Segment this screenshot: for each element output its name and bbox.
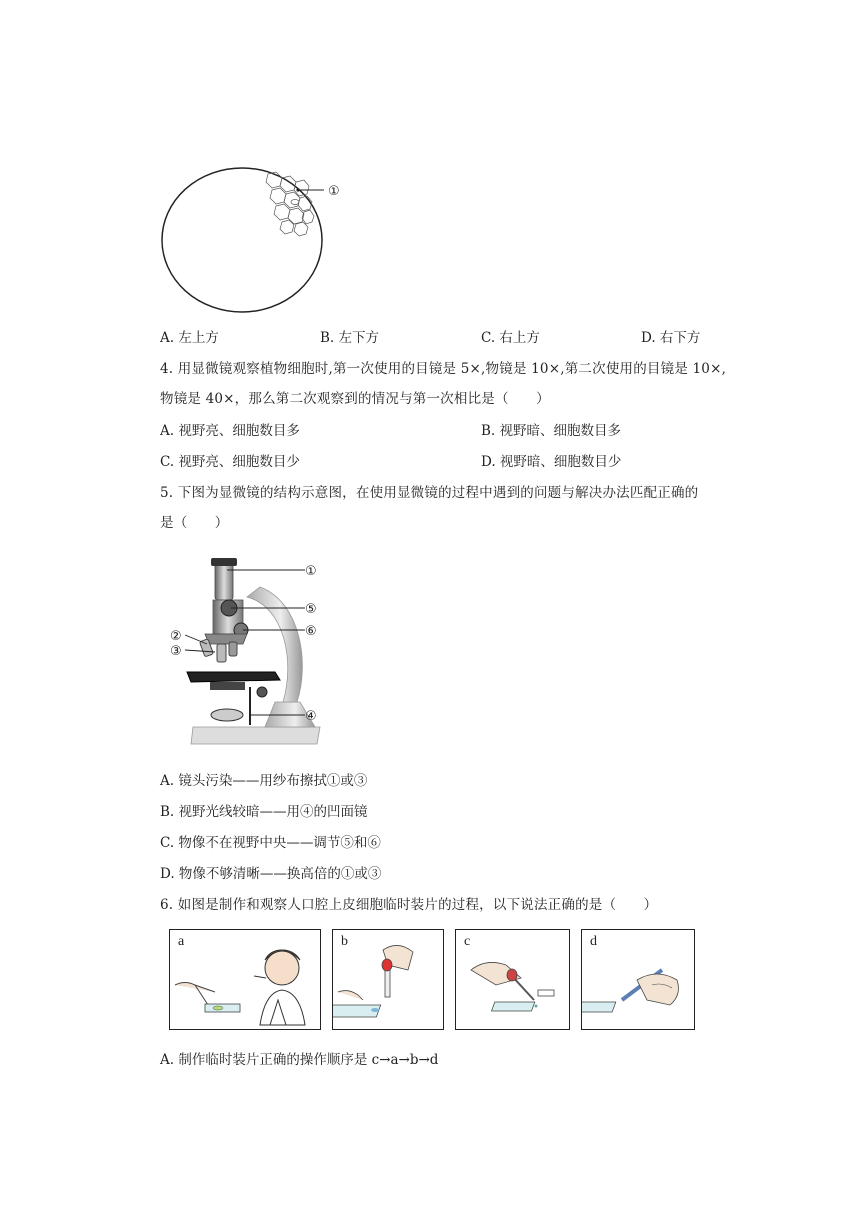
q6-stem-line1: 6. 如图是制作和观察人口腔上皮细胞临时装片的过程，以下说法正确的是（ ） — [160, 897, 658, 913]
panel-d-illustration — [582, 930, 694, 1029]
panel-b-label: b — [341, 934, 348, 949]
panel-c-label: c — [464, 934, 471, 949]
panel-b — [332, 929, 444, 1030]
q4-option-a: A. 视野亮、细胞数目多 — [160, 423, 300, 439]
q3-option-a: A. 左上方 — [160, 330, 219, 346]
q3-option-d: D. 右下方 — [641, 330, 701, 346]
q5-stem-line2: 是（ ） — [160, 515, 229, 531]
panel-d-label: d — [590, 934, 597, 949]
field-of-view-figure — [150, 160, 360, 320]
panel-a-label: a — [178, 934, 185, 949]
label-mirror: ④ — [305, 709, 317, 724]
q4-stem-line2: 物镜是 40×，那么第二次观察到的情况与第一次相比是（ ） — [160, 391, 550, 407]
q4-option-c: C. 视野亮、细胞数目少 — [160, 454, 300, 470]
q3-option-b: B. 左下方 — [320, 330, 380, 346]
mirror — [211, 709, 243, 721]
panel-a-illustration — [170, 930, 320, 1029]
panel-a — [169, 929, 321, 1030]
objective-3 — [217, 644, 226, 662]
label-eyepiece: ① — [305, 564, 317, 579]
q6-option-a: A. 制作临时装片正确的操作顺序是 c→a→b→d — [160, 1052, 439, 1068]
microscope-figure — [165, 552, 335, 747]
q5-stem-line1: 5. 下图为显微镜的结构示意图，在使用显微镜的过程中遇到的问题与解决办法匹配正确的 — [160, 485, 699, 501]
q5-option-d: D. 物像不够清晰——换高倍的①或③ — [160, 866, 382, 882]
q5-option-c: C. 物像不在视野中央——调节⑤和⑥ — [160, 835, 381, 851]
q4-option-b: B. 视野暗、细胞数目多 — [481, 423, 622, 439]
label-objective-3: ③ — [170, 644, 182, 659]
label-fine: ⑥ — [305, 624, 317, 639]
panel-c — [455, 929, 570, 1030]
panel-d — [581, 929, 695, 1030]
q4-stem-line1: 4. 用显微镜观察植物细胞时,第一次使用的目镜是 5×,物镜是 10×,第二次使用的目镜是 10×, — [160, 361, 727, 377]
q5-option-b: B. 视野光线较暗——用④的凹面镜 — [160, 804, 368, 820]
q3-option-c: C. 右上方 — [481, 330, 540, 346]
figure-label-1: ① — [328, 184, 340, 199]
q5-option-a: A. 镜头污染——用纱布擦拭①或③ — [160, 773, 368, 789]
panel-c-illustration — [456, 930, 569, 1029]
q4-option-d: D. 视野暗、细胞数目少 — [481, 454, 622, 470]
label-objective-2: ② — [170, 629, 182, 644]
panel-b-illustration — [333, 930, 443, 1029]
label-coarse: ⑤ — [305, 602, 317, 617]
